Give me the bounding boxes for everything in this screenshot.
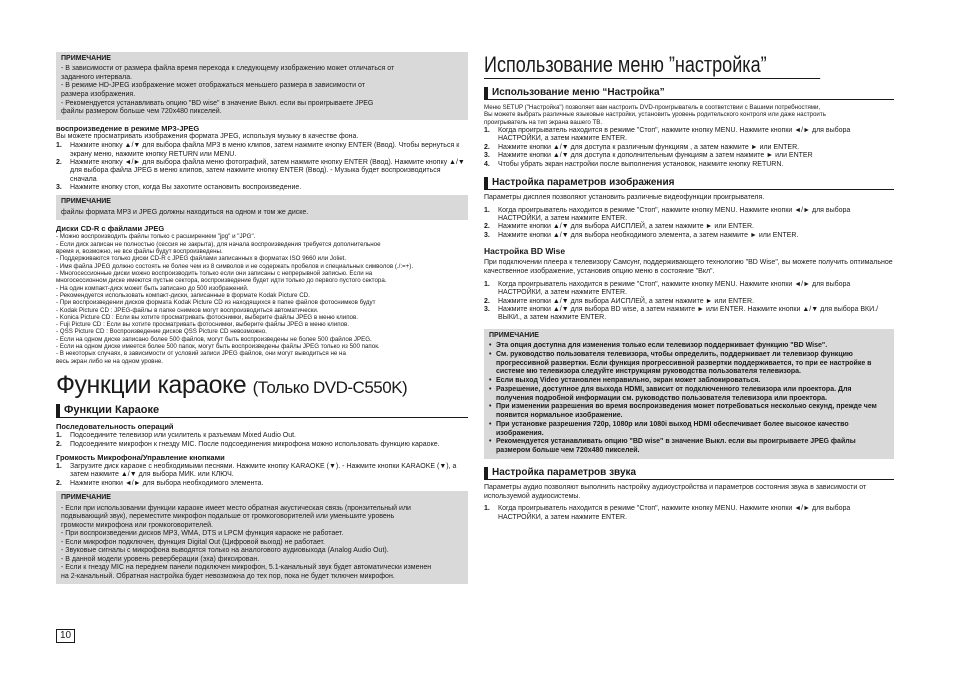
step-item (56, 463, 468, 480)
page-number: 10 (56, 629, 75, 643)
step-number: 1. (484, 206, 490, 214)
note-mp3 (56, 195, 468, 220)
note-lines (61, 65, 463, 116)
step-text: Нажмите кнопки ▲/▼ для выбора АИСПЛЕЙ, а затем нажмите ► или ENTER. (498, 223, 754, 231)
note-jpeg (56, 52, 468, 120)
step-item (56, 432, 468, 440)
text-line: - Если при использовании функции караоке имеет место обратная акустическая связь (пронзительный или (61, 504, 411, 512)
bd-wise-heading: Настройка BD Wise (484, 246, 566, 257)
note-bullet: • При установке разрешения 720p, 1080p или 1080i выход HDMI обеспечивает более высокое качество изображения. (489, 421, 889, 439)
text-line: - Если диск записан не полностью (сессия не закрыта), для начала воспроизведения требуется дополнительное (56, 240, 381, 248)
mp3-jpeg-intro: Вы можете просматривать изображения формата JPEG, используя музыку в качестве фона. (56, 132, 359, 140)
note-karaoke (56, 491, 468, 584)
picture-settings-heading: Настройка параметров изображения (484, 177, 894, 190)
step-number: 1. (56, 142, 62, 150)
step-text: Подсоедините телевизор или усилитель к разъемам Mixed Audio Out. (70, 432, 297, 440)
text-line: - В данной модели уровень реверберации (эха) фиксирован. (61, 555, 260, 563)
step-item (56, 441, 468, 449)
step-item (484, 207, 894, 224)
text-line: Вы можете выбрать различные языковые настройки, установить уровень родительского контроля или даже настроить (484, 111, 826, 119)
note-lines (61, 505, 463, 582)
karaoke-title (56, 373, 468, 398)
text-line: - Звуковые сигналы с микрофона выводятся только на аналогового аудиовыхода (Analog Audio Out). (61, 547, 389, 555)
step-item (484, 232, 894, 240)
step-number: 2. (56, 440, 62, 448)
karaoke-section-heading: Функции Караоке (56, 404, 468, 418)
step-number: 2. (484, 143, 490, 151)
step-number: 3. (484, 152, 490, 160)
picture-settings-steps (484, 207, 894, 241)
text-line: - Konica Picture CD : Если вы хотите просматривать фотоснимки, выберите файлы JPEG в меню клипов. (56, 313, 358, 321)
step-number: 2. (484, 223, 490, 231)
step-text: Нажмите кнопки ▲/▼ для выбора BD wise, а затем нажмите ► или ENTER. Нажмите кнопки ▲/▼ для выбора ВКИ./ВЫКИ., а затем нажмите ENTER. (498, 306, 879, 322)
step-item (484, 223, 894, 231)
karaoke-title-main: Функции караоке (56, 371, 247, 399)
text-line: - Можно воспроизводить файлы только с расширением "jpg" и "JPG". (56, 233, 256, 241)
note-title: ПРИМЕЧАНИЕ (61, 198, 111, 206)
text-line: - При воспроизведении дисков MP3, WMA, DTS и LPCM функция караоке не работает. (61, 530, 344, 538)
text-line: проигрыватель на тип экрана вашего ТВ. (484, 118, 603, 126)
sequence-steps (56, 432, 468, 449)
text-line: файлы размером больше чем 720x480 пикселей. (61, 108, 222, 116)
mp3-jpeg-steps (56, 142, 468, 192)
step-item (484, 281, 894, 298)
step-text: Чтобы убрать экран настройки после выполнения установок, нажмите кнопку RETURN. (498, 160, 784, 168)
note-bullet: • Эта опция доступна для изменения только если телевизор поддерживает функцию "BD Wise". (489, 342, 889, 351)
text-line: время и, возможно, не все файлы будут воспроизведены. (56, 248, 223, 255)
text-line: - Если на одном диске записано более 500 файлов, могут быть воспроизведены не более 500 файлов JPEG. (56, 335, 372, 343)
text-line: - На один компакт-диск может быть записано до 500 изображений. (56, 284, 249, 292)
bd-wise-intro: При подключении плеера к телевизору Самсунг, поддерживающего технологию "BD Wise", вы можете получить оптимальное качественное изображение, установив опцию меню в состояние "Вкл". (484, 259, 893, 276)
right-column (484, 52, 894, 522)
note-lines (61, 209, 463, 218)
step-text: Нажмите кнопки ▲/▼ для выбора АИСПЛЕЙ, а затем нажмите ► или ENTER. (498, 297, 754, 305)
step-number: 3. (484, 231, 490, 239)
step-text: Когда проигрыватель находится в режиме "Стоп", нажмите кнопку MENU. Нажмите кнопки ◄/► для выбора НАСТРОЙКИ, а затем нажмите ENTER. (498, 126, 851, 143)
step-number: 1. (484, 280, 490, 288)
text-line: - Рекомендуется использовать компакт-диски, записанные в формате Kodak Picture CD. (56, 291, 310, 299)
text-line: подвывающий звук), переместите микрофон подальше от громкоговорителей или уменьшите уровень (61, 513, 395, 521)
text-line: - В некоторых случаях, в зависимости от условий записи JPEG файлов, они могут выводиться не на (56, 350, 346, 358)
text-line: - Многосессионные диски можно воспроизводить только если они записаны с непрерывной записью. Если на (56, 269, 373, 277)
bd-wise-steps (484, 281, 894, 323)
step-text: Когда проигрыватель находится в режиме "Стоп", нажмите кнопку MENU. Нажмите кнопки ◄/► для выбора НАСТРОЙКИ, а затем нажмите ENTER. (498, 505, 851, 521)
picture-settings-intro: Параметры дисплея позволяют установить различные видеофункции проигрывателя. (484, 193, 765, 201)
text-line: - При воспроизведении дисков формата Kodak Picture CD из находящихся в папке файлов фотоснимков будут (56, 299, 376, 307)
step-text: Нажмите кнопки ◄/► для выбора необходимого элемента. (70, 479, 264, 487)
step-item (484, 144, 894, 152)
step-text: Нажмите кнопку ◄/► для выбора файла меню фотографий, затем нажмите кнопку ENTER (Ввод). Нажмите кнопку ▲/▼ для выбора файла JPEG в меню клипов, затем нажмите кнопку ENTER (Ввод). - Музыка будет воспроизводиться сначала (70, 158, 465, 183)
step-number: 3. (484, 306, 490, 314)
step-text: Когда проигрыватель находится в режиме "Стоп", нажмите кнопку MENU. Нажмите кнопки ◄/► для выбора НАСТРОЙКИ, а затем нажмите ENTER. (498, 280, 851, 297)
audio-settings-heading: Настройка параметров звука (484, 467, 894, 480)
note-bullet: • Разрешение, доступное для выхода HDMI, зависит от подключенного телевизора или проектора. Для получения подробной информации см. руководство пользователя телевизора или проектора. (489, 386, 889, 404)
step-text: Нажмите кнопку стоп, когда Вы захотите остановить воспроизведение. (70, 184, 302, 192)
note-bullet: • См. руководство пользователя телевизора, чтобы определить, поддерживает ли телевизор функцию прогрессивной развертки. Если функция прогрессивной развертки поддерживается, то при ее настройке в системе мю телевизора следуйте инструкциям руководства пользователя телевизора. (489, 351, 889, 377)
text-line: на 2-канальный. Обратная настройка будет невозможна до тех пор, пока не будет тключен микрофон. (61, 572, 395, 580)
sequence-heading: Последовательность операций (56, 422, 174, 432)
text-line: файлы формата MP3 и JPEG должны находиться на одном и том же диске. (61, 208, 309, 216)
note-title: ПРИМЕЧАНИЕ (61, 494, 111, 502)
step-text: Загрузите диск караоке с необходимыми песнями. Нажмите кнопку KARAOKE (▼). - Нажмите кнопки KARAOKE (▼), а затем нажмите ▲/▼ для выбора МИК. или КЛЮЧ. (70, 462, 457, 479)
step-number: 2. (56, 158, 62, 166)
text-line: - В зависимости от размера файла время перехода к следующему изображению может отличаться от (61, 65, 395, 73)
setup-menu-title: Использование меню ”настройка” (484, 54, 820, 79)
text-line: весь экран либо не на одном уровне. (56, 357, 164, 365)
step-number: 1. (56, 462, 62, 470)
text-line: громкости микрофона или громкоговорителей. (61, 521, 213, 529)
note-bullet: • При изменении разрешения во время воспроизведения может потребоваться несколько секунд, прежде чем появится нормальное изображение. (489, 403, 889, 421)
note-display (484, 329, 894, 459)
text-line: - Fuji Picture CD : Если вы хотите просматривать фотоснимки, выберите файлы JPEG в меню клипов. (56, 321, 350, 329)
step-text: Нажмите кнопки ▲/▼ для выбора необходимого элемента, а затем нажмите ► или ENTER. (498, 231, 799, 239)
text-line: - QSS Picture CD : Воспроизведение дисков QSS Picture CD невозможно. (56, 328, 267, 336)
step-item (56, 159, 468, 184)
step-text: Нажмите кнопку ▲/▼ для выбора файла MP3 в меню клипов, затем нажмите кнопку ENTER (Ввод). Чтобы вернуться к экрану меню, нажмите кнопку RETURN или MENU. (70, 142, 460, 158)
step-item (56, 142, 468, 159)
left-column (56, 52, 468, 584)
audio-settings-steps (484, 505, 894, 522)
karaoke-title-model: (Только DVD-C550K) (252, 378, 408, 397)
step-number: 1. (484, 505, 490, 513)
text-line: - Если на одном диске имеется более 500 папок, могут быть воспроизведены файлы JPEG только из 500 папок. (56, 343, 380, 351)
step-text: Когда проигрыватель находится в режиме "Стоп", нажмите кнопку MENU. Нажмите кнопки ◄/► для выбора НАСТРОЙКИ, а затем нажмите ENTER. (498, 206, 851, 223)
step-number: 1. (56, 432, 62, 440)
text-line: многосессионном диске имеются пустые сектора, воспроизведение будет идти только до первого пустого сектора. (56, 277, 387, 285)
cdr-heading: Диски CD-R с файлами JPEG (56, 224, 165, 234)
text-line: - Имя файла JPEG должно состоять не более чем из 8 символов и не содержать пробелов и специальных символов (./:=+). (56, 262, 414, 270)
setup-usage-steps (484, 127, 894, 169)
mp3-jpeg-heading: воспроизведение в режиме MP3-JPEG (56, 123, 200, 133)
text-line: - Поддерживаются только диски CD-R с JPEG файлами записанных в форматах ISO 9660 или Joliet. (56, 255, 347, 263)
text-line: - Если к гнезду MIC на переднем панели подключен микрофон, 5.1-канальный звук будет автоматически изменен (61, 564, 432, 572)
step-text: Подсоедините микрофон к гнезду MIC. После подсоединения микрофона можно использовать функцию караоке. (70, 440, 440, 448)
step-number: 4. (484, 160, 490, 168)
step-item (484, 306, 894, 323)
text-line: - Если микрофон подключен, функция Digital Out (Цифровой выход) не работает. (61, 538, 325, 546)
step-item (484, 161, 894, 169)
step-number: 2. (484, 297, 490, 305)
setup-usage-intro (484, 104, 894, 126)
text-line: Меню SETUP ("Настройка") позволяет вам настроить DVD-проигрыватель в соответствии с Вашими потребностями, (484, 104, 821, 111)
step-number: 2. (56, 479, 62, 487)
note-bullet: • Рекомендуется устанавливать опцию "BD wise" в значение Выкл. если вы проигрываете JPEG файлы размером больше чем 720x480 пикселей. (489, 438, 889, 456)
step-item (484, 298, 894, 306)
step-item (484, 127, 894, 144)
text-line: размера изображения. (61, 90, 136, 98)
step-item (56, 184, 468, 192)
mic-volume-steps (56, 463, 468, 488)
audio-settings-intro: Параметры аудио позволяют выполнить настройку аудиоустройства и параметров состояния звука в зависимости от используемой аудиосистемы. (484, 483, 867, 500)
setup-usage-heading: Использование меню “Настройка” (484, 87, 894, 100)
text-line: заданного интервала. (61, 73, 133, 81)
cdr-lines (56, 233, 468, 365)
step-text: Нажмите кнопки ▲/▼ для доступа к дополнительным функциям а затем нажмите ► или ENTER (498, 152, 813, 160)
step-item (484, 152, 894, 160)
note-title: ПРИМЕЧАНИЕ (61, 55, 111, 62)
note-bullets (489, 342, 889, 456)
step-text: Нажмите кнопки ▲/▼ для доступа к различным функциям , а затем нажмите ► или ENTER. (498, 143, 800, 151)
step-item (484, 505, 894, 522)
mic-volume-heading: Громкость Микрофона/Управление кнопками (56, 452, 225, 462)
note-title: ПРИМЕЧАНИЕ (489, 331, 539, 339)
step-number: 3. (56, 184, 62, 192)
text-line: - Рекомендуется устанавливать опцию "BD wise" в значение Выкл. если вы проигрываете JPEG (61, 99, 374, 107)
step-number: 1. (484, 126, 490, 134)
step-item (56, 480, 468, 488)
note-bullet: • Если выход Video установлен неправильно, экран может заблокироваться. (489, 377, 889, 386)
text-line: - Kodak Picture CD : JPEG-файлы в папке снимков могут воспроизводиться автоматически. (56, 306, 319, 314)
text-line: - В режиме HD-JPEG изображение может отображаться меньшего размера в зависимости от (61, 82, 365, 90)
